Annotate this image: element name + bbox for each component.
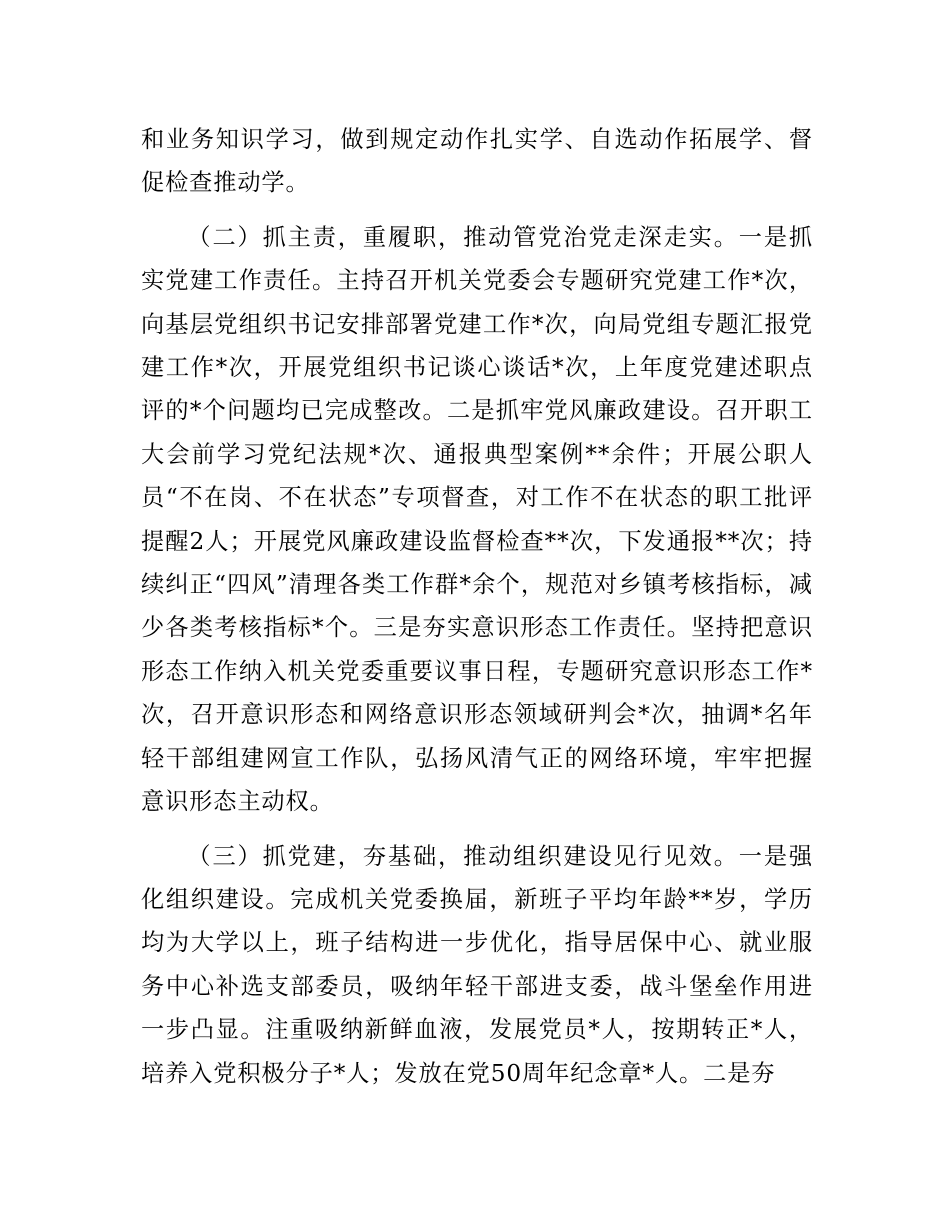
paragraph-section-three: （三）抓党建，夯基础，推动组织建设见行见效。一是强化组织建设。完成机关党委换届，新班子平均年龄**岁，学历均为大学以上，班子结构进一步优化，指导居保中心、就业服务中心补选支部委员，吸纳年轻干部进支委，战斗堡垒作用进一步凸显。注重吸纳新鲜血液，发展党员*人，按期转正*人，培养入党积极分子*人；发放在党50周年纪念章*人。二是夯 <box>141 842 813 1087</box>
paragraph-section-two: （二）抓主责，重履职，推动管党治党走深走实。一是抓实党建工作责任。主持召开机关党委会专题研究党建工作*次，向基层党组织书记安排部署党建工作*次，向局党组专题汇报党建工作*次，开展党组织书记谈心谈话*次，上年度党建述职点评的*个问题均已完成整改。二是抓牢党风廉政建设。召开职工大会前学习党纪法规*次、通报典型案例**余件；开展公职人员“不在岗、不在状态”专项督查，对工作不在状态的职工批评提醒2人；开展党风廉政建设监督检查**次，下发通报**次；持续纠正“四风”清理各类工作群*余个，规范对乡镇考核指标，减少各类考核指标*个。三是夯实意识形态工作责任。坚持把意识形态工作纳入机关党委重要议事日程，专题研究意识形态工作*次，召开意识形态和网络意识形态领域研判会*次，抽调*名年轻干部组建网宣工作队，弘扬风清气正的网络环境，牢牢把握意识形态主动权。 <box>141 223 813 816</box>
paragraph-study-continuation: 和业务知识学习，做到规定动作扎实学、自选动作拓展学、督促检查推动学。 <box>141 126 813 197</box>
document-body <box>141 118 813 1106</box>
